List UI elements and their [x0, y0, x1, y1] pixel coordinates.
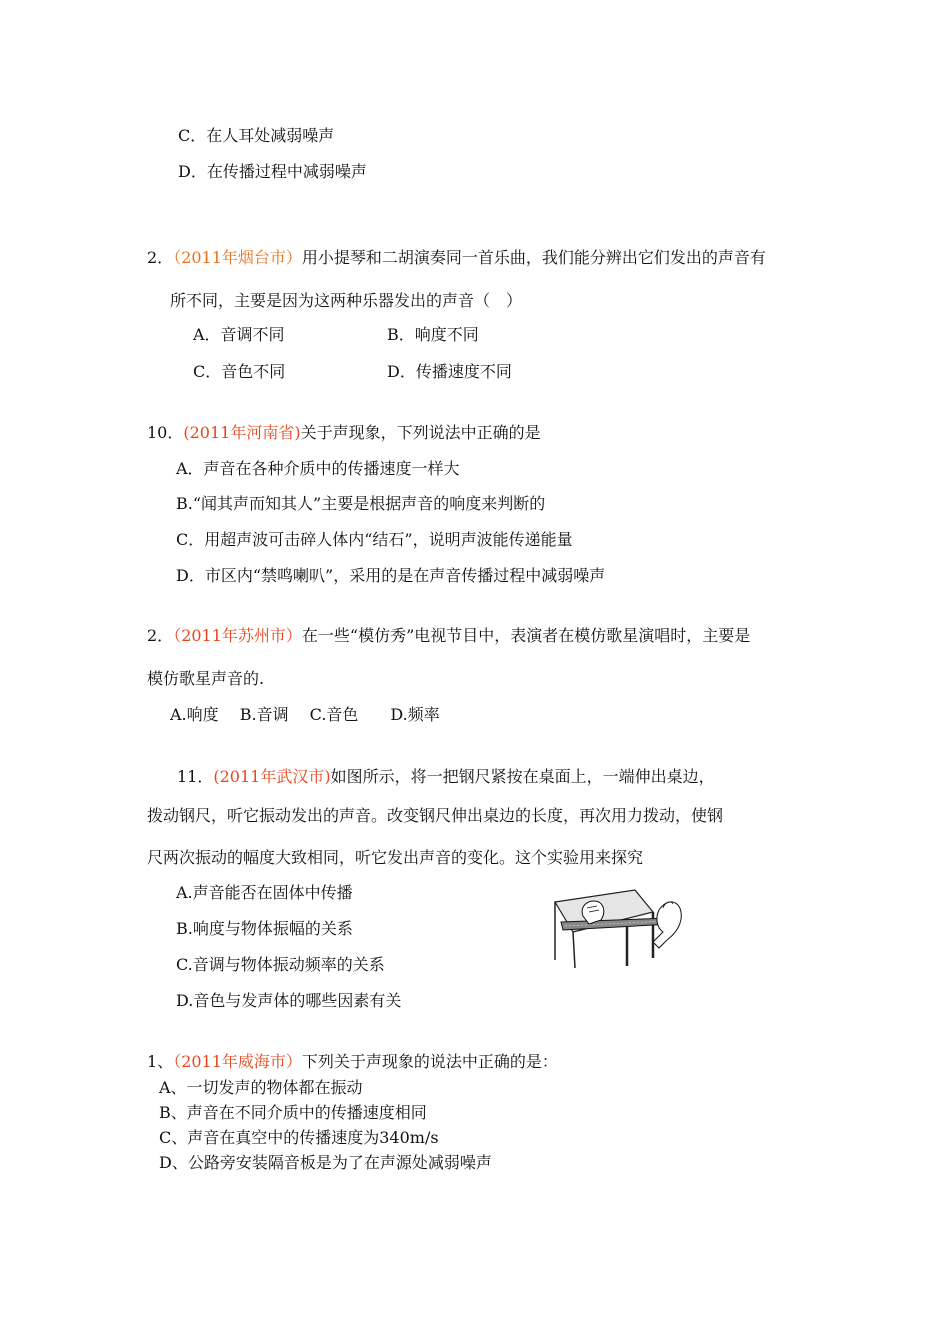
- question-stem: 用小提琴和二胡演奏同一首乐曲，我们能分辨出它们发出的声音有: [301, 248, 766, 267]
- option-b: B．响度不同: [387, 325, 479, 344]
- question-stem: 如图所示，将一把钢尺紧按在桌面上，一端伸出桌边，: [330, 767, 715, 786]
- question-henan-line1: [147, 423, 541, 443]
- option-c: C．用超声波可击碎人体内“结石”，说明声波能传递能量: [176, 530, 573, 549]
- question-stem: 下列关于声现象的说法中正确的是：: [301, 1052, 558, 1071]
- question-weihai-line1: [147, 1052, 558, 1072]
- question-stem: 关于声现象，下列说法中正确的是: [300, 423, 541, 442]
- option-a: A．音调不同: [193, 325, 285, 344]
- option-d: D．传播速度不同: [387, 362, 512, 381]
- ruler-table-illustration: [553, 888, 685, 970]
- question-yantai-line2: 所不同，主要是因为这两种乐器发出的声音（ ）: [170, 291, 523, 310]
- question-number: 1、: [147, 1052, 174, 1071]
- prev-option-d: D．在传播过程中减弱噪声: [178, 162, 367, 181]
- option-c: C．音色不同: [193, 362, 286, 381]
- option-d: D、公路旁安装隔音板是为了在声源处减弱噪声: [159, 1153, 492, 1172]
- question-number: 10．: [147, 423, 184, 442]
- question-wuhan-line3: 尺两次振动的幅度大致相同，听它发出声音的变化。这个实验用来探究: [147, 848, 644, 867]
- question-source: (2011年武汉市): [213, 767, 331, 786]
- question-stem: 在一些“模仿秀”电视节目中，表演者在模仿歌星演唱时，主要是: [301, 626, 751, 645]
- question-number: 2．: [147, 248, 174, 267]
- question-wuhan-line2: 拨动钢尺，听它振动发出的声音。改变钢尺伸出桌边的长度，再次用力拨动，使钢: [147, 806, 724, 825]
- question-number: 2．: [147, 626, 174, 645]
- option-a: A.声音能否在固体中传播: [176, 883, 353, 902]
- question-source: (2011年河南省): [183, 423, 301, 442]
- question-source: （2011年威海市）: [173, 1052, 302, 1071]
- option-b: B.响度与物体振幅的关系: [176, 919, 353, 938]
- option-a: A、一切发声的物体都在振动: [159, 1078, 363, 1097]
- option-c: C、声音在真空中的传播速度为340m/s: [159, 1128, 439, 1147]
- question-yantai-line1: [147, 248, 766, 268]
- question-source: （2011年烟台市）: [173, 248, 302, 267]
- question-suzhou-line1: [147, 626, 750, 646]
- question-source: （2011年苏州市）: [173, 626, 302, 645]
- prev-option-c: C．在人耳处减弱噪声: [178, 126, 335, 145]
- question-number: 11．: [177, 767, 214, 786]
- option-d: D.音色与发声体的哪些因素有关: [176, 991, 402, 1010]
- question-suzhou-line2: 模仿歌星声音的.: [147, 669, 265, 688]
- question-suzhou-options: A.响度 B.音调 C.音色 D.频率: [170, 705, 440, 724]
- option-d: D．市区内“禁鸣喇叭”，采用的是在声音传播过程中减弱噪声: [176, 566, 606, 585]
- option-a: A．声音在各种介质中的传播速度一样大: [176, 459, 460, 478]
- question-wuhan-line1: [177, 767, 715, 787]
- option-c: C.音调与物体振动频率的关系: [176, 955, 385, 974]
- option-b: B、声音在不同介质中的传播速度相同: [159, 1103, 427, 1122]
- option-b: B.“闻其声而知其人”主要是根据声音的响度来判断的: [176, 494, 546, 513]
